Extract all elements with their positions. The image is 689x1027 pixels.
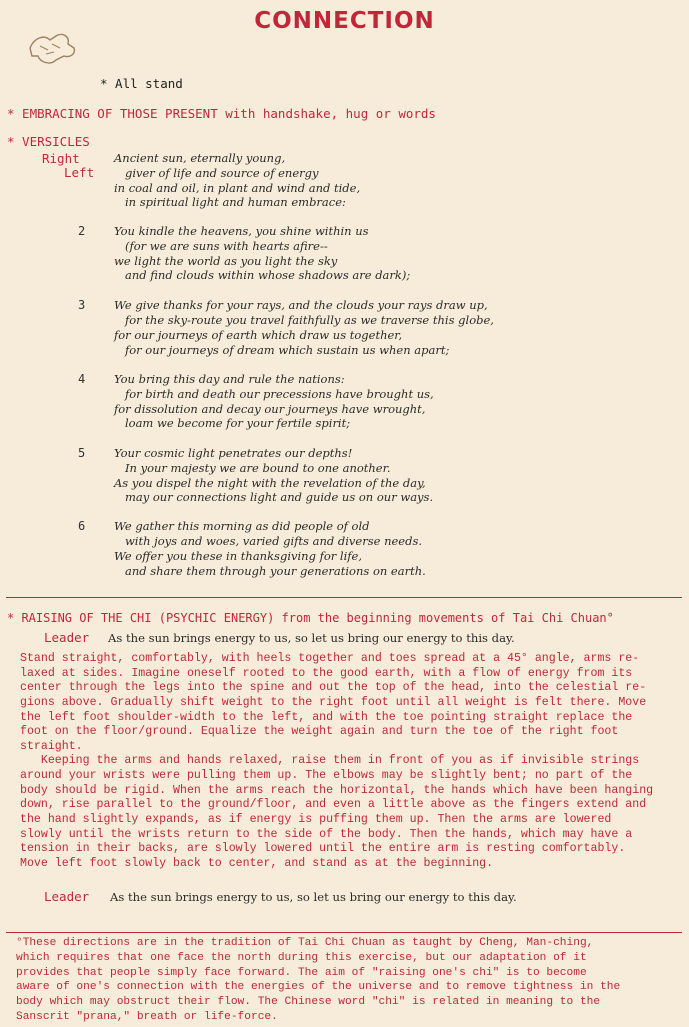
footnote-line: Sanscrit "prana," breath or life-force. xyxy=(16,1011,278,1023)
left-label: Left xyxy=(64,165,95,180)
verse-line: for our journeys of dream which sustain us when apart; xyxy=(114,343,450,357)
divider xyxy=(6,597,682,598)
verse-line: for the sky-route you travel faithfully as we traverse this globe, xyxy=(114,313,494,327)
instruction-line: slowly until the wrists return to the side of the body. Then the hands, which may have a xyxy=(20,828,633,841)
page-title: CONNECTION xyxy=(254,8,435,34)
verse-line: We give thanks for your rays, and the clouds your rays draw up, xyxy=(114,298,488,312)
instruction-line: straight. xyxy=(20,740,83,753)
footnote-line: which requires that one face the north during this exercise, but our adaptation of it xyxy=(16,952,587,964)
all-stand: * All stand xyxy=(100,76,183,91)
verse-line: (for we are suns with hearts afire-- xyxy=(114,239,328,253)
verse-line: may our connections light and guide us on our ways. xyxy=(114,490,434,504)
verse-line: We offer you these in thanksgiving for life, xyxy=(114,549,362,563)
verse-line: with joys and woes, varied gifts and diverse needs. xyxy=(114,534,423,548)
verse-line: giver of life and source of energy xyxy=(114,166,319,180)
verse-line: we light the world as you light the sky xyxy=(114,254,338,268)
versicles-heading: * VERSICLES xyxy=(7,134,90,149)
verse-line: for our journeys of earth which draw us together, xyxy=(114,328,403,342)
verse-line: in coal and oil, in plant and wind and tide, xyxy=(114,181,361,195)
verse-line: loam we become for your fertile spirit; xyxy=(114,416,351,430)
instruction-line: Keeping the arms and hands relaxed, raise them in front of you as if invisible strings xyxy=(20,754,640,767)
instruction-line: Stand straight, comfortably, with heels together and toes spread at a 45° angle, arms re- xyxy=(20,652,640,665)
footnote-line: body which may obstruct their flow. The Chinese word "chi" is related in meaning to the xyxy=(16,996,601,1008)
verse-number: 3 xyxy=(78,298,86,312)
verse-number: 5 xyxy=(78,446,86,460)
verse-line: and share them through your generations on earth. xyxy=(114,564,426,578)
instruction-line: the hand slightly expands, as if energy is puffing them up. Then the arms are lowered xyxy=(20,813,612,826)
instruction-line: the left foot shoulder-width to the left, and with the toe pointing straight replace the xyxy=(20,711,633,724)
verse-line: and find clouds within whose shadows are dark); xyxy=(114,268,411,282)
leader-label: Leader xyxy=(44,630,90,645)
verse-line: As you dispel the night with the revelation of the day, xyxy=(114,476,426,490)
instruction-line: foot on the floor/ground. Equalize the weight again and turn the toe of the right foot xyxy=(20,725,619,738)
right-label: Right xyxy=(42,151,80,166)
verse-line: Your cosmic light penetrates our depths! xyxy=(114,446,353,460)
instruction-line: center through the legs into the spine and out the top of the head, into the celestial re- xyxy=(20,681,647,694)
embracing-heading: * EMBRACING OF THOSE PRESENT with handshake, hug or words xyxy=(7,106,436,121)
verse-line: You kindle the heavens, you shine within us xyxy=(114,224,369,238)
footnote-line: °These directions are in the tradition of Tai Chi Chuan as taught by Cheng, Man-ching, xyxy=(16,937,594,949)
verse-line: In your majesty we are bound to one another. xyxy=(114,461,391,475)
footnote-line: provides that people simply face forward. The aim of "raising one's chi" is to become xyxy=(16,967,587,979)
leader-label-2: Leader xyxy=(44,889,90,904)
verse-line: in spiritual light and human embrace: xyxy=(114,195,346,209)
raising-heading: * RAISING OF THE CHI (PSYCHIC ENERGY) from the beginning movements of Tai Chi Chuan° xyxy=(7,611,614,625)
leader-line: As the sun brings energy to us, so let us bring our energy to this day. xyxy=(108,631,515,645)
instruction-line: around your wrists were pulling them up. The elbows may be slightly bent; no part of the xyxy=(20,769,633,782)
hands-logo-icon xyxy=(26,26,82,72)
instruction-line: gions above. Gradually shift weight to the right foot until all weight is felt there. Move xyxy=(20,696,647,709)
verse-line: You bring this day and rule the nations: xyxy=(114,372,345,386)
verse-line: We gather this morning as did people of old xyxy=(114,519,370,533)
verse-line: for birth and death our precessions have brought us, xyxy=(114,387,434,401)
instruction-line: Move left foot slowly back to center, and stand as at the beginning. xyxy=(20,857,494,870)
instruction-line: down, rise parallel to the ground/floor, and even a little above as the fingers extend and xyxy=(20,798,647,811)
verse-number: 4 xyxy=(78,372,86,386)
instruction-line: laxed at sides. Imagine oneself rooted to the good earth, with a flow of energy from its xyxy=(20,667,633,680)
verse-number: 2 xyxy=(78,224,86,238)
leader-line-2: As the sun brings energy to us, so let us bring our energy to this day. xyxy=(110,890,517,904)
verse-number: 6 xyxy=(78,519,86,533)
verse-line: for dissolution and decay our journeys have wrought, xyxy=(114,402,426,416)
verse-line: Ancient sun, eternally young, xyxy=(114,151,286,165)
instruction-line: tension in their backs, are slowly lowered until the entire arm is resting comfortably. xyxy=(20,842,626,855)
divider xyxy=(6,932,682,933)
instruction-line: body should be rigid. When the arms reach the horizontal, the hands which have been hanging xyxy=(20,784,654,797)
footnote-line: aware of one's connection with the energies of the universe and to remove tightness in the xyxy=(16,981,621,993)
